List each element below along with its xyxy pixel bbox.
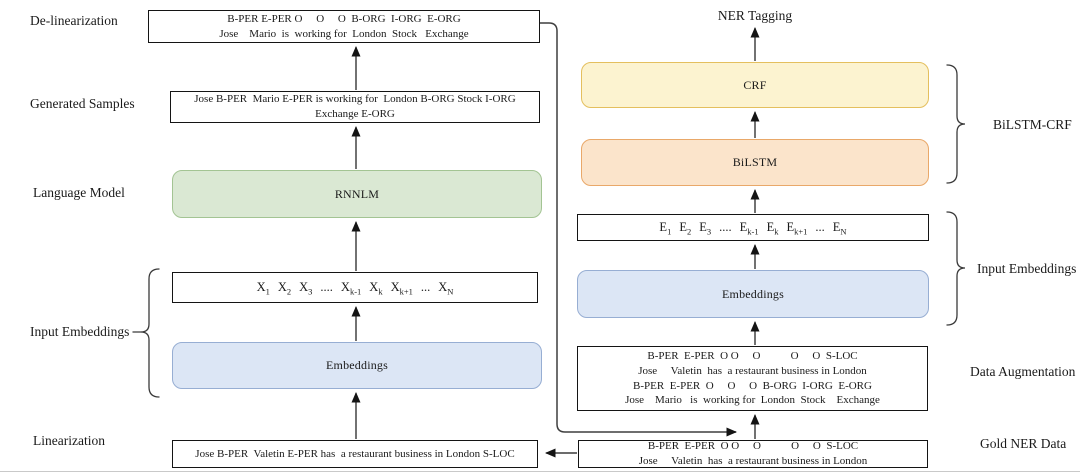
embeddings-label-left: Embeddings <box>326 358 388 373</box>
page-bottom-rule <box>0 471 1080 472</box>
rnnlm-label: RNNLM <box>334 186 380 201</box>
label-bilstm-crf: BiLSTM-CRF <box>993 117 1072 132</box>
dataaug-line-2: Jose Valetin has a restaurant business in London <box>638 364 867 377</box>
rnnlm-box <box>172 170 542 218</box>
generated-samples-box <box>170 91 540 123</box>
e-sequence-text: $E_1$ $E_2$ $E_3$ .... $E_{k-1}$ $E_k$ $E_{k+1}$ ... $E_N$ <box>659 220 847 237</box>
x-sequence-box <box>172 272 538 303</box>
label-language-model: Language Model <box>33 185 125 200</box>
delin-words-line: Jose Mario is working for London Stock Exchange <box>219 27 469 40</box>
gold-ner-data-box <box>578 440 928 468</box>
embeddings-box-left <box>172 342 542 389</box>
data-augmentation-box <box>577 346 928 411</box>
label-input-embeddings-left: Input Embeddings <box>30 324 130 339</box>
label-gold-ner-data: Gold NER Data <box>980 436 1067 451</box>
embeddings-box-right <box>577 270 929 318</box>
dataaug-line-1: B-PER E-PER O O O O O S-LOC <box>647 349 858 362</box>
label-linearization: Linearization <box>33 433 105 448</box>
gold-line-2: Jose Valetin has a restaurant business in London <box>638 455 868 467</box>
generated-line-2: Exchange E-ORG <box>315 108 395 120</box>
label-input-embeddings-right: Input Embeddings <box>977 261 1077 276</box>
label-data-augmentation: Data Augmentation <box>970 364 1076 379</box>
bilstm-label: BiLSTM <box>732 155 778 170</box>
linearized-input-line: Jose B-PER Valetin E-PER has a restaurant business in London S-LOC <box>195 447 515 460</box>
linearization-box <box>172 440 538 468</box>
dataaug-line-4: Jose Mario is working for London Stock Exchange <box>625 394 880 407</box>
e-sequence-box <box>577 214 929 241</box>
embeddings-label-right: Embeddings <box>722 286 784 301</box>
bilstm-box <box>581 139 929 186</box>
generated-line-1: Jose B-PER Mario E-PER is working for London B-ORG Stock I-ORG <box>194 93 516 106</box>
gold-line-1: B-PER E-PER O O O O O S-LOC <box>647 440 859 453</box>
x-sequence-text: $X_1$ $X_2$ $X_3$ .... $X_{k-1}$ $X_k$ $X_{k+1}$ ... $X_N$ <box>256 280 454 297</box>
brace-input-embeddings-left <box>141 269 159 397</box>
crf-box <box>581 62 929 108</box>
label-ner-tagging: NER Tagging <box>717 8 793 23</box>
dataaug-line-3: B-PER E-PER O O O B-ORG I-ORG E-ORG <box>633 379 872 392</box>
crf-label: CRF <box>743 77 767 92</box>
brace-input-embeddings-right <box>947 212 965 325</box>
delin-tags-line: B-PER E-PER O O O B-ORG I-ORG E-ORG <box>227 12 461 25</box>
brace-bilstm-crf <box>947 65 965 183</box>
label-de-linearization: De-linearization <box>30 13 118 28</box>
label-generated-samples: Generated Samples <box>30 96 135 111</box>
delinearized-output-box <box>148 10 540 43</box>
